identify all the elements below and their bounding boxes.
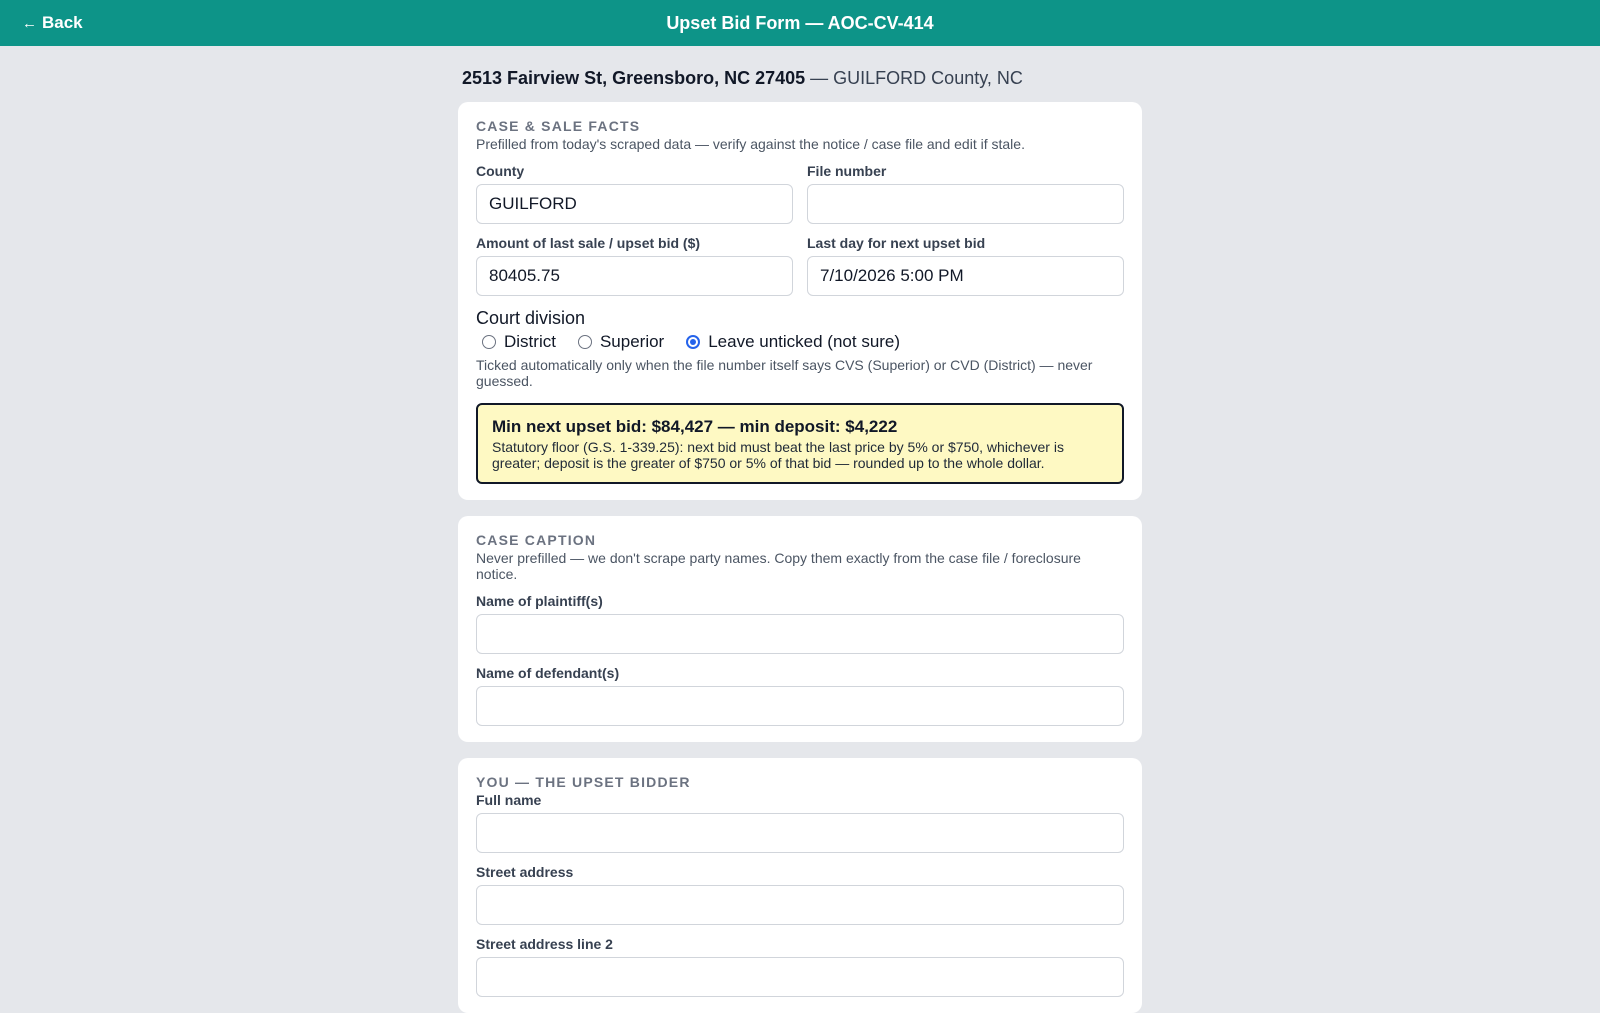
county-input[interactable] [476,184,793,224]
court-division-helper: Ticked automatically only when the file number itself says CVS (Superior) or CVD (District) — never guessed. [476,357,1093,389]
min-bid-explanation: Statutory floor (G.S. 1-339.25): next bid must beat the last price by 5% or $750, whichever is greater; deposit is the greater of $750 or 5% of that bid — rounded up to the whole dollar. [492,439,1064,471]
last-day-field [807,235,1124,296]
full-name-input[interactable] [476,813,1124,853]
court-division-label: Court division [476,308,586,328]
section-note-case-sale: Prefilled from today's scraped data — verify against the notice / case file and edit if stale. [476,136,1025,152]
plaintiff-label: Name of plaintiff(s) [476,593,603,609]
court-division-radios [476,332,1124,352]
last-day-input[interactable] [807,256,1124,296]
radio-district[interactable] [476,332,556,352]
section-note-caption: Never prefilled — we don't scrape party names. Copy them exactly from the case file / foreclosure notice. [476,550,1081,582]
last-day-label: Last day for next upset bid [807,235,986,251]
plaintiff-input[interactable] [476,614,1124,654]
plaintiff-field [476,593,1124,654]
street2-field [476,936,1124,997]
min-bid-callout [476,403,1124,484]
full-name-field [476,792,1124,853]
min-bid-summary: Min next upset bid: $84,427 — min deposit: $4,222 [492,417,898,436]
street-input[interactable] [476,885,1124,925]
county-field [476,163,793,224]
county-label: County [476,163,525,179]
last-sale-field [476,235,793,296]
file-number-label: File number [807,163,887,179]
arrow-left-icon: ← [22,14,37,32]
radio-label-not-sure: Leave unticked (not sure) [708,332,901,351]
property-address: 2513 Fairview St, Greensboro, NC 27405 [462,68,806,88]
radio-superior[interactable] [572,332,664,352]
case-sale-card [458,102,1142,500]
case-caption-card [458,516,1142,742]
radio-label-superior: Superior [599,332,665,351]
property-county: — GUILFORD County, NC [805,68,1023,88]
section-title-caption: CASE CAPTION [476,532,597,548]
row-county-file [476,163,1124,224]
bidder-card [458,758,1142,1013]
radio-circle-district[interactable] [482,335,496,349]
street2-input[interactable] [476,957,1124,997]
street-field [476,864,1124,925]
full-name-label: Full name [476,792,542,808]
property-heading [462,68,1142,89]
defendant-label: Name of defendant(s) [476,665,620,681]
street-label: Street address [476,864,574,880]
form-container [458,46,1142,1013]
street2-label: Street address line 2 [476,936,613,952]
defendant-field [476,665,1124,726]
radio-circle-superior[interactable] [578,335,592,349]
last-sale-label: Amount of last sale / upset bid ($) [476,235,701,251]
radio-label-district: District [504,332,556,351]
file-number-field [807,163,1124,224]
section-title-case-sale: CASE & SALE FACTS [476,118,641,134]
section-title-bidder: YOU — THE UPSET BIDDER [476,774,691,790]
radio-not-sure[interactable] [680,332,900,352]
top-bar [0,0,1600,46]
file-number-input[interactable] [807,184,1124,224]
last-sale-input[interactable] [476,256,793,296]
defendant-input[interactable] [476,686,1124,726]
page-title: Upset Bid Form — AOC-CV-414 [666,13,934,33]
radio-circle-not-sure[interactable] [686,335,700,349]
row-sale-deadline [476,235,1124,296]
back-label: Back [42,13,83,32]
